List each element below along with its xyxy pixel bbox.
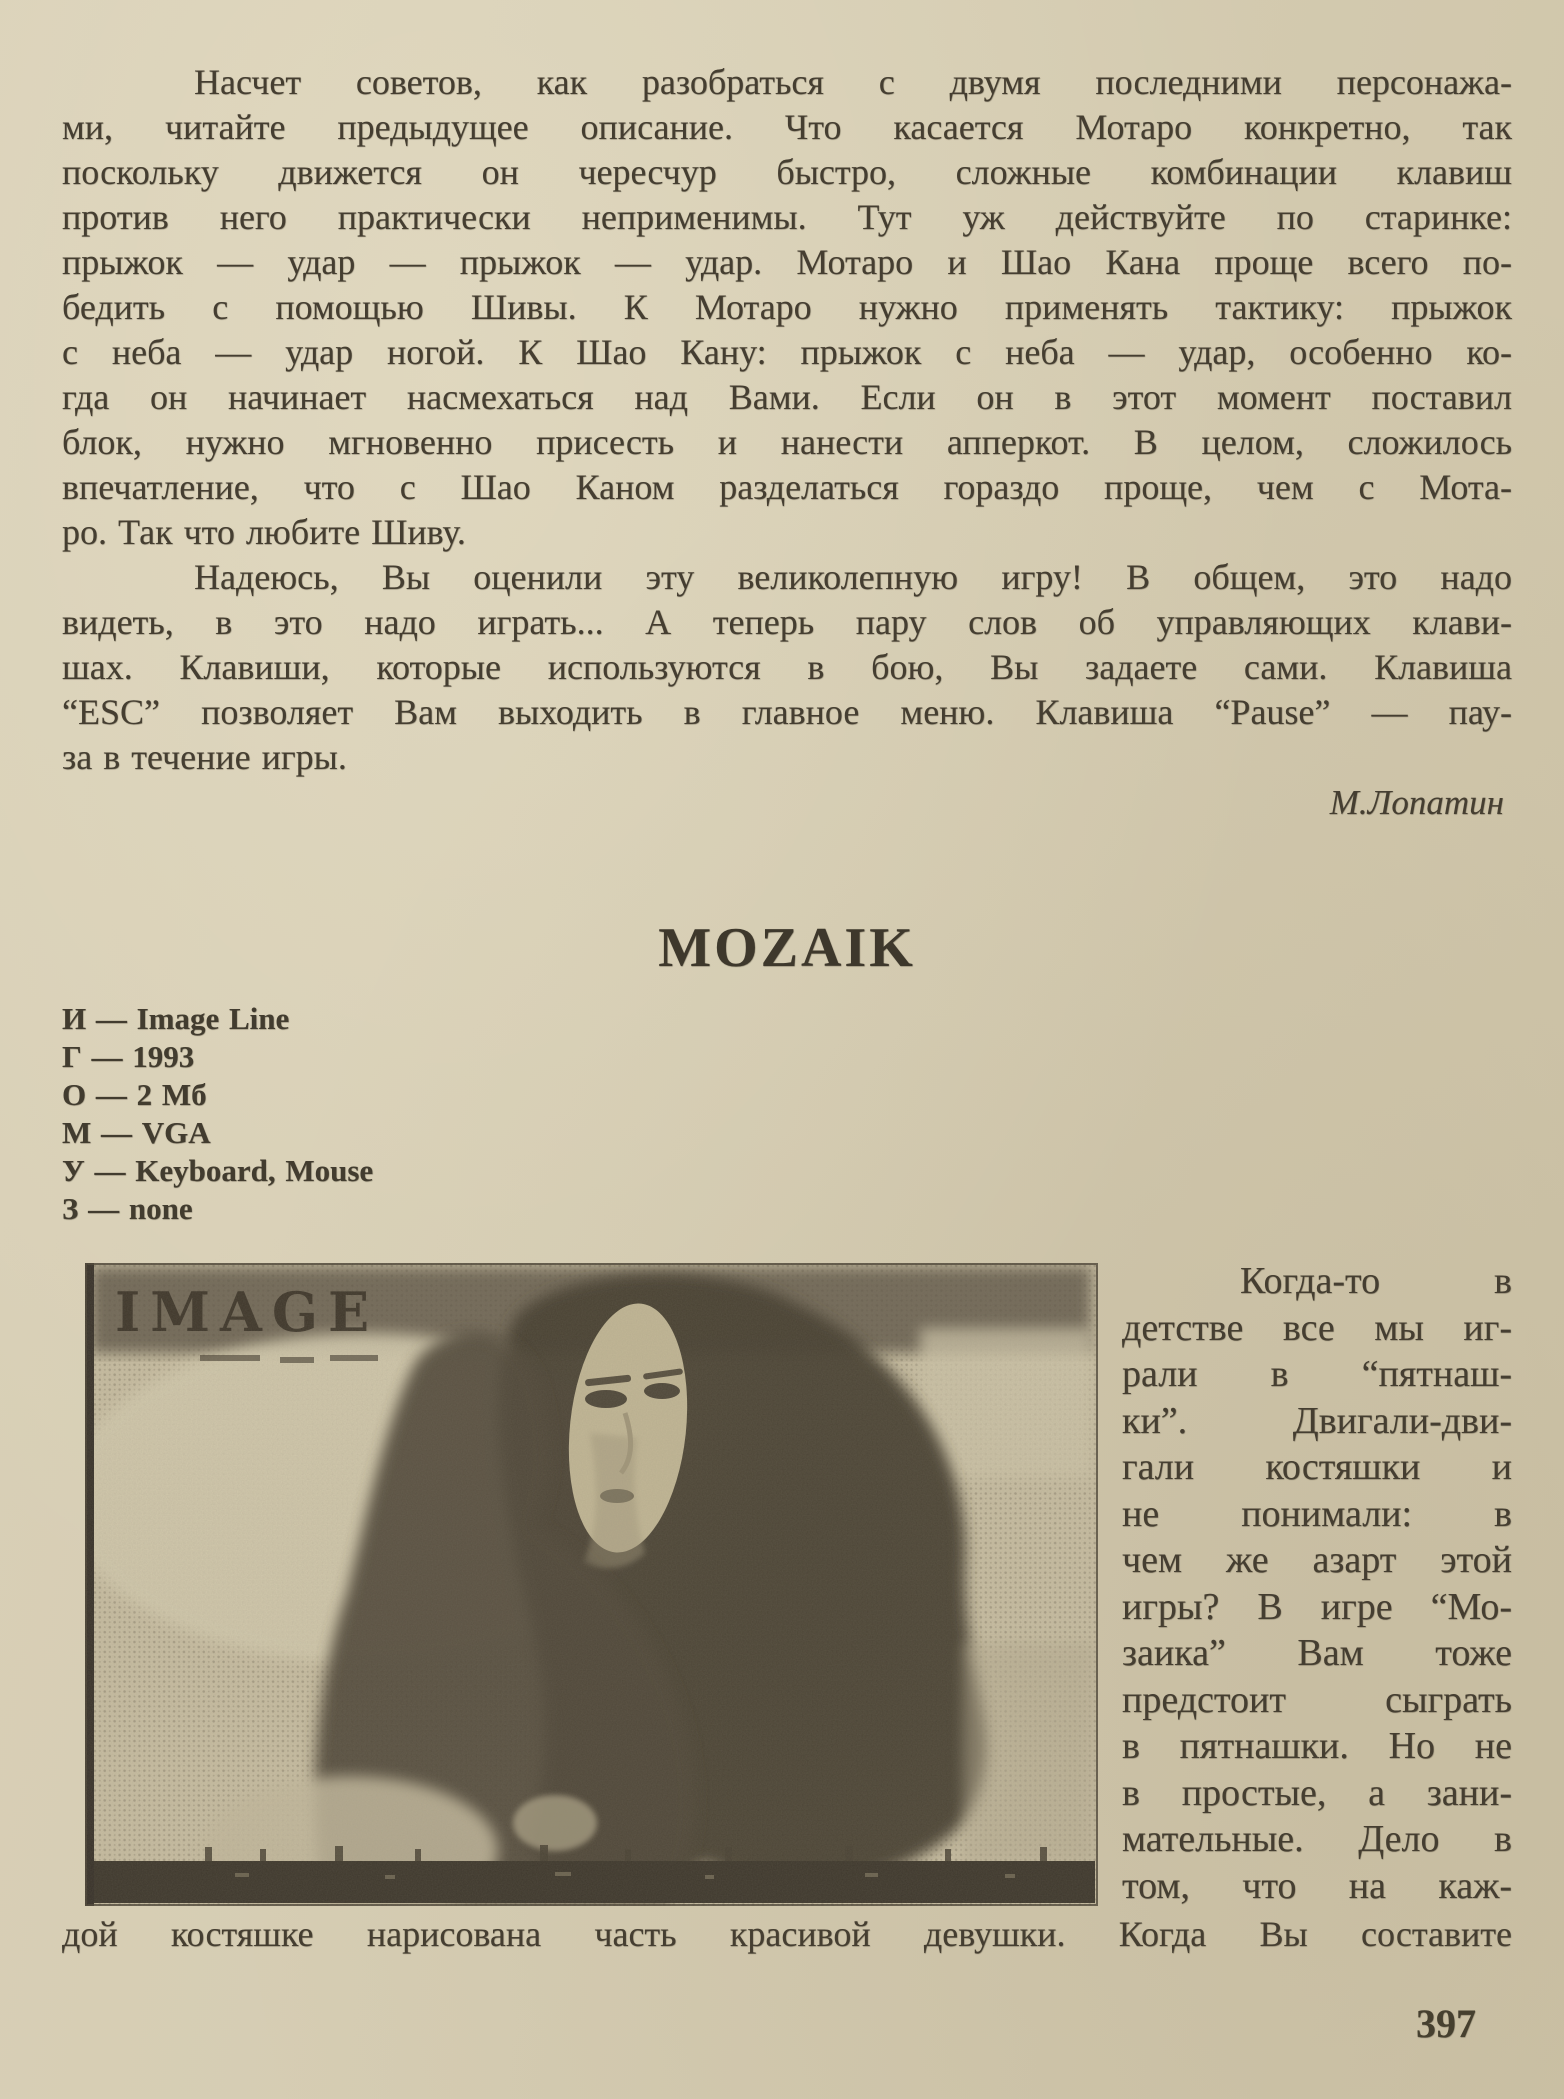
- spec-line: З — none: [62, 1191, 193, 1226]
- text-line: за в течение игры.: [62, 737, 347, 777]
- text-line: шах. Клавиши, которые используются в бою, Вы задаете сами. Клавиша: [62, 647, 1512, 687]
- mortal-kombat-article-text: [62, 60, 1512, 825]
- text-line: прыжок — удар — прыжок — удар. Мотаро и Шао Кана проще всего по-: [62, 242, 1512, 282]
- spec-line: О — 2 Мб: [62, 1077, 207, 1112]
- spec-line: М — VGA: [62, 1115, 211, 1150]
- mk-paragraph-1: [62, 60, 1512, 555]
- text-line: в простые, а зани-: [1122, 1771, 1512, 1814]
- mozaik-bottom-line: дой костяшке нарисована часть красивой девушки. Когда Вы составите: [62, 1914, 1512, 1954]
- text-line: Насчет советов, как разобраться с двумя последними персонажа-: [194, 62, 1512, 102]
- text-line: детстве все мы иг-: [1122, 1306, 1512, 1349]
- text-line: ки”. Двигали-дви-: [1122, 1399, 1512, 1442]
- text-line: Надеюсь, Вы оценили эту великолепную игру! В общем, это надо: [194, 557, 1512, 597]
- screenshot-illustration: [85, 1263, 1098, 1906]
- text-line: “ESC” позволяет Вам выходить в главное меню. Клавиша “Pause” — пау-: [62, 692, 1512, 732]
- text-line: Когда-то в: [1240, 1260, 1512, 1302]
- mozaik-right-column: [1122, 1258, 1512, 1909]
- page-number: 397: [1416, 2001, 1476, 2046]
- text-line: видеть, в это надо играть... А теперь пару слов об управляющих клави-: [62, 602, 1512, 642]
- text-line: мательные. Дело в: [1122, 1818, 1512, 1860]
- text-line: в пятнашки. Но не: [1122, 1725, 1512, 1767]
- text-line: ро. Так что любите Шиву.: [62, 512, 466, 552]
- text-line: не понимали: в: [1122, 1492, 1512, 1535]
- text-line: бедить с помощью Шивы. К Мотаро нужно применять тактику: прыжок: [62, 287, 1512, 327]
- text-line: рали в “пятнаш-: [1122, 1353, 1512, 1395]
- text-line: блок, нужно мгновенно присесть и нанести апперкот. В целом, сложилось: [62, 422, 1512, 462]
- text-line: ми, читайте предыдущее описание. Что касается Мотаро конкретно, так: [62, 107, 1512, 147]
- game-specs-list: [62, 1000, 762, 1228]
- game-title: MOZAIK: [658, 917, 916, 979]
- text-line: игры? В игре “Мо-: [1122, 1585, 1512, 1628]
- text-line: гда он начинает насмехаться над Вами. Если он в этот момент поставил: [62, 377, 1512, 417]
- spec-line: И — Image Line: [62, 1001, 290, 1036]
- text-line: предстоит сыграть: [1122, 1678, 1512, 1721]
- text-line: заика” Вам тоже: [1122, 1632, 1512, 1674]
- text-line: с неба — удар ногой. К Шао Кану: прыжок с неба — удар, особенно ко-: [62, 332, 1512, 372]
- spec-line: Г — 1993: [62, 1039, 195, 1074]
- text-line: поскольку движется он чересчур быстро, сложные комбинации клавиш: [62, 152, 1512, 192]
- text-line: чем же азарт этой: [1122, 1539, 1512, 1581]
- mk-paragraph-2: [62, 555, 1512, 780]
- spec-line: У — Keyboard, Mouse: [62, 1153, 374, 1188]
- text-line: против него практически неприменимы. Тут уж действуйте по старинке:: [62, 197, 1512, 237]
- text-line: впечатление, что с Шао Каном разделаться гораздо проще, чем с Мота-: [62, 467, 1512, 507]
- game-screenshot: [85, 1263, 1098, 1906]
- author-byline: М.Лопатин: [1329, 783, 1504, 822]
- text-line: гали костяшки и: [1122, 1446, 1512, 1488]
- text-line: том, что на каж-: [1122, 1864, 1512, 1907]
